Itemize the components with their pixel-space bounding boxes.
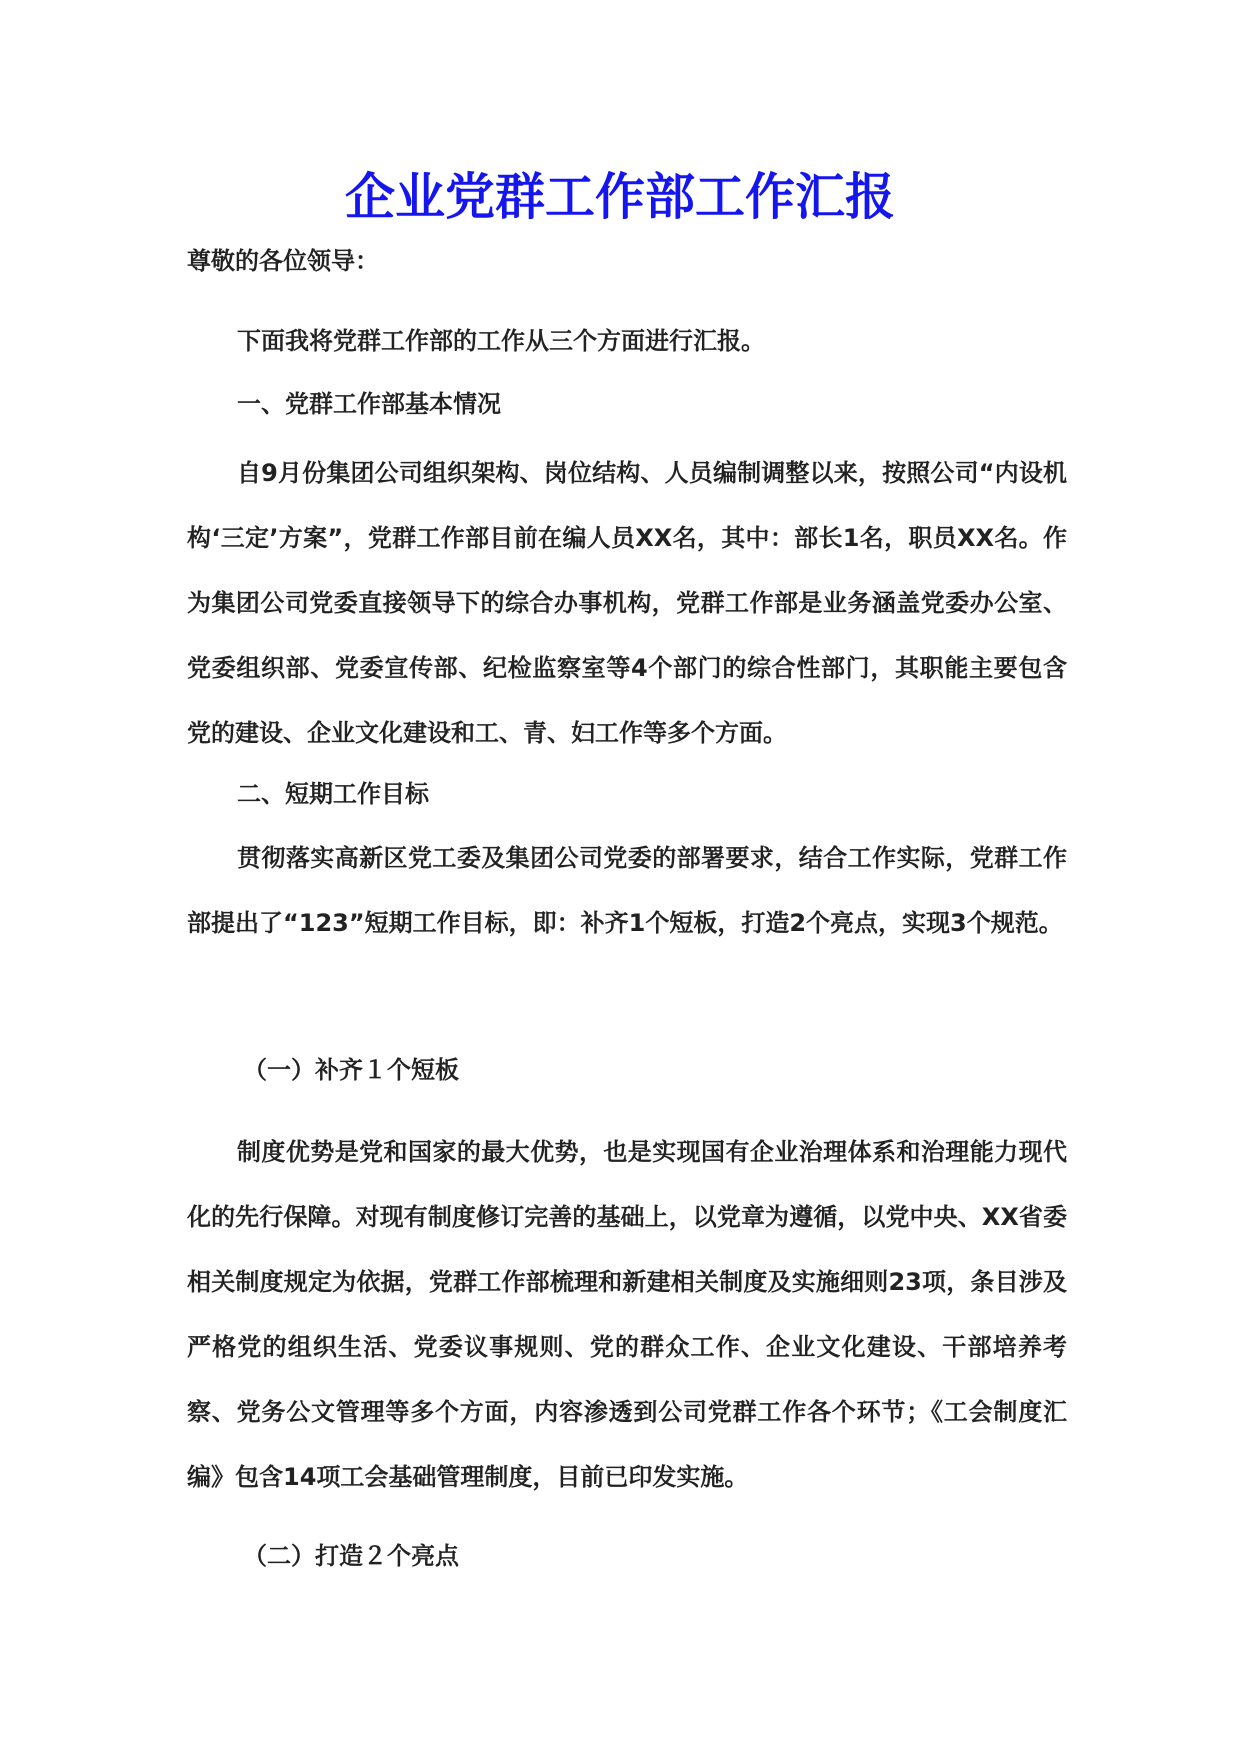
document-title: 企业党群工作部工作汇报 — [345, 167, 895, 226]
subsection-heading-1: （一）补齐１个短板 — [243, 1056, 459, 1084]
section-heading-2: 二、短期工作目标 — [237, 780, 429, 808]
salutation: 尊敬的各位领导： — [187, 247, 379, 275]
section-2-paragraph: 贯彻落实高新区党工委及集团公司党委的部署要求，结合工作实际，党群工作部提出了“123”短期工作目标，即：补齐1个短板，打造2个亮点，实现3个规范。 — [187, 844, 1067, 937]
subsection-heading-2: （二）打造２个亮点 — [243, 1542, 459, 1570]
section-heading-1: 一、党群工作部基本情况 — [237, 390, 501, 418]
subsection-1-paragraph: 制度优势是党和国家的最大优势，也是实现国有企业治理体系和治理能力现代化的先行保障。对现有制度修订完善的基础上，以党章为遵循，以党中央、XX省委相关制度规定为依据，党群工作部梳理和新建相关制度及实施细则23项，条目涉及严格党的组织生活、党委议事规则、党的群众工作、企业文化建设、干部培养考察、党务公文管理等多个方面，内容渗透到公司党群工作各个环节；《工会制度汇编》包含14项工会基础管理制度，目前已印发实施。 — [187, 1138, 1067, 1491]
intro-paragraph: 下面我将党群工作部的工作从三个方面进行汇报。 — [237, 327, 765, 355]
section-1-paragraph: 自9月份集团公司组织架构、岗位结构、人员编制调整以来，按照公司“内设机构‘三定’方案”，党群工作部目前在编人员XX名，其中：部长1名，职员XX名。作为集团公司党委直接领导下的综合办事机构，党群工作部是业务涵盖党委办公室、党委组织部、党委宣传部、纪检监察室等4个部门的综合性部门，其职能主要包含党的建设、企业文化建设和工、青、妇工作等多个方面。 — [187, 459, 1067, 747]
